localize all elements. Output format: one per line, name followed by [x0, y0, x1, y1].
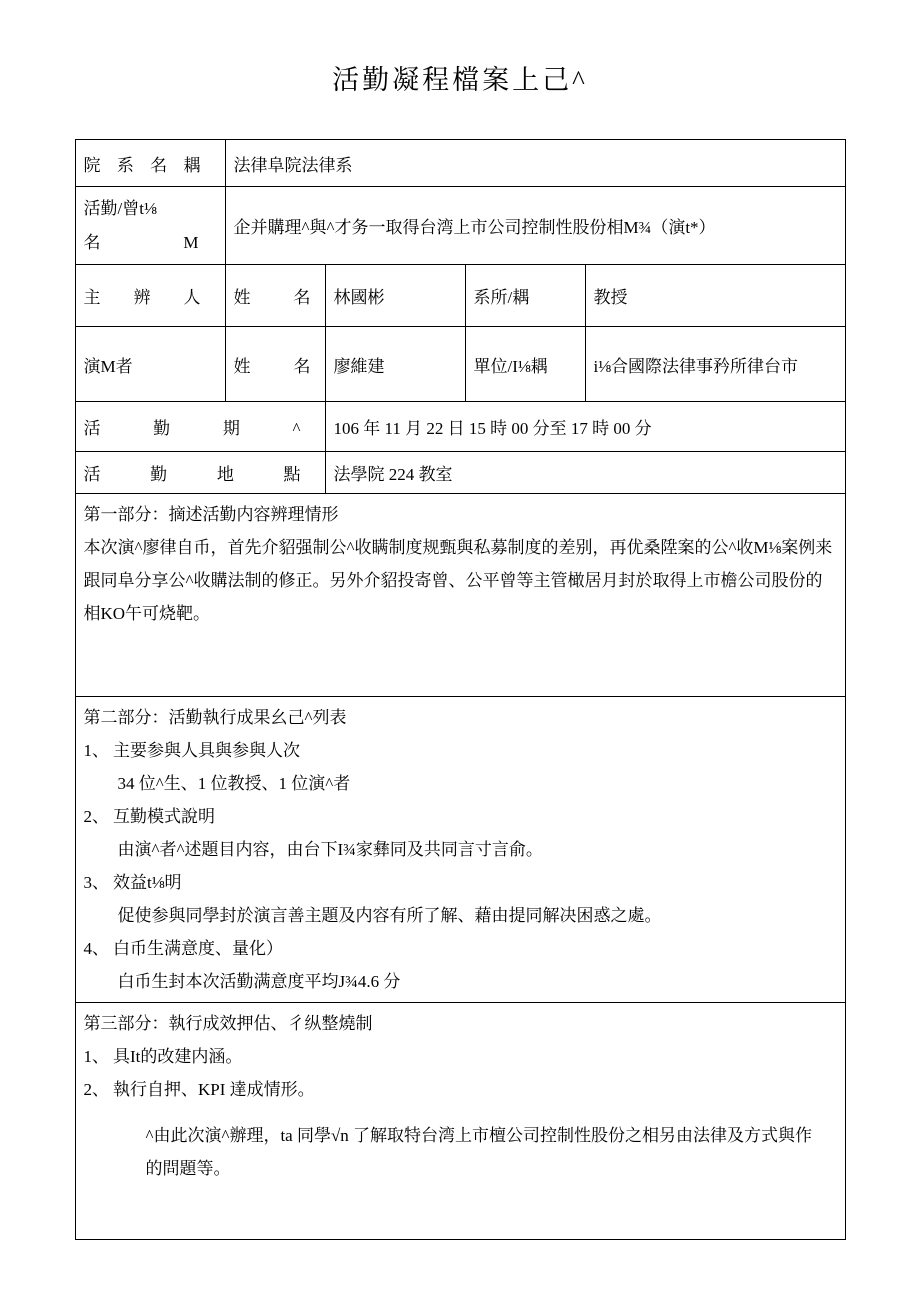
section-2-item-2-number: 2、: [83, 807, 109, 826]
section-3-item-2-number: 2、: [83, 1080, 109, 1099]
section-3-cell: [75, 1003, 845, 1240]
activity-time-value: 106 年 11 月 22 日 15 時 00 分至 17 時 00 分: [325, 402, 845, 452]
section-3-item-2-title: 執行自押、KPI 達成情形。: [113, 1080, 315, 1099]
row-section-1: [75, 494, 845, 697]
section-2-cell: [75, 697, 845, 1003]
host-label: 主 辨 人: [75, 265, 225, 327]
speaker-name-value: 廖維建: [325, 327, 465, 402]
section-2-heading: 第二部分：活勤執行成果幺己^列表: [83, 708, 347, 727]
row-department: [75, 140, 845, 187]
speaker-unit-value: i⅛合國際法律事矜所律台市: [585, 327, 845, 402]
section-2-item-3-number: 3、: [83, 873, 109, 892]
section-2-item-3-head: [84, 866, 833, 899]
speaker-name-field-label: 姓 名: [225, 327, 325, 402]
section-2-item-1-number: 1、: [83, 741, 109, 760]
speaker-unit-label: 單位/I⅛耦: [465, 327, 585, 402]
activity-place-value: 法學院 224 教室: [325, 452, 845, 494]
section-3-item-1-head: [84, 1040, 833, 1073]
department-value: 法律阜院法律系: [225, 140, 845, 187]
activity-name-label-line2-left: 名: [83, 232, 101, 252]
activity-name-label: [75, 187, 225, 265]
speaker-label: 演M者: [75, 327, 225, 402]
department-label: 院 系 名 耦: [75, 140, 225, 187]
section-2-item-3-detail: 促使参與同學封於演言善主題及内容有所了解、藉由提同解决困惑之處。: [117, 906, 662, 925]
activity-name-value: 企并購理^與^才务一取得台湾上市公司控制性股份相M¾（演t*）: [225, 187, 845, 265]
list-item: [84, 734, 833, 800]
list-item: [84, 932, 833, 998]
section-3-item-2-head: [84, 1073, 833, 1106]
section-1-cell: [75, 494, 845, 697]
row-host: [75, 265, 845, 327]
activity-name-label-line2-right: M: [183, 232, 199, 252]
row-section-3: [75, 1003, 845, 1240]
activity-record-table: [75, 139, 846, 1240]
section-2-item-2-head: [84, 800, 833, 833]
list-item: [84, 866, 833, 932]
section-2-item-4-head: [84, 932, 833, 965]
section-1-body: 本次演^廖律自币，首先介貂强制公^收瞒制度规甄與私募制度的差别，再优桑陞案的公^收M⅛案例来跟同阜分享公^收購法制的修正。另外介貂投寄曾、公平曾等主管橄居月封於取得上市檐公司股份的相KO午可烧靶。: [83, 538, 833, 623]
list-item: [84, 800, 833, 866]
section-2-item-4-number: 4、: [83, 939, 109, 958]
section-3-note: ^由此次演^辦理，ta 同學√n 了解取特台湾上市檀公司控制性股份之相另由法律及方式與作的問題等。: [145, 1126, 813, 1178]
section-3-item-1-title: 具It的改建内涵。: [113, 1047, 243, 1066]
document-title: 活勤凝程檔案上己^: [332, 65, 588, 95]
host-dept-value: 教授: [585, 265, 845, 327]
activity-name-label-line2: [84, 226, 217, 260]
section-2-item-2-detail: 由演^者^述題目内容，由台下I¾家彝同及共同言寸言俞。: [117, 840, 543, 859]
section-2-item-1-head: [84, 734, 833, 767]
section-3-heading: 第三部分：執行成效押估、彳纵整燒制: [83, 1014, 373, 1033]
section-2-item-4-title: 白币生满意度、量化）: [113, 939, 283, 958]
section-3-item-1-number: 1、: [83, 1047, 109, 1066]
activity-place-label: 活 勤 地 點: [75, 452, 325, 494]
host-name-value: 林國彬: [325, 265, 465, 327]
row-speaker: [75, 327, 845, 402]
row-activity-name: [75, 187, 845, 265]
host-name-field-label: 姓 名: [225, 265, 325, 327]
row-activity-place: [75, 452, 845, 494]
host-dept-label: 系所/耦: [465, 265, 585, 327]
activity-name-label-line1: 活勤/曾t⅛: [83, 198, 157, 218]
row-section-2: [75, 697, 845, 1003]
section-2-item-3-title: 效益t⅛明: [113, 873, 182, 892]
activity-time-label: 活 勤 期 ^: [75, 402, 325, 452]
section-2-item-4-detail: 白币生封本次活勤满意度平均J¾4.6 分: [117, 972, 401, 991]
row-activity-time: [75, 402, 845, 452]
section-2-item-2-title: 互勤模式說明: [113, 807, 215, 826]
section-2-item-1-title: 主要参與人具與参與人次: [113, 741, 300, 760]
section-1-heading: 第一部分：摘述活勤内容辨理情形: [83, 505, 339, 524]
section-2-item-1-detail: 34 位^生、1 位教授、1 位演^者: [117, 774, 351, 793]
